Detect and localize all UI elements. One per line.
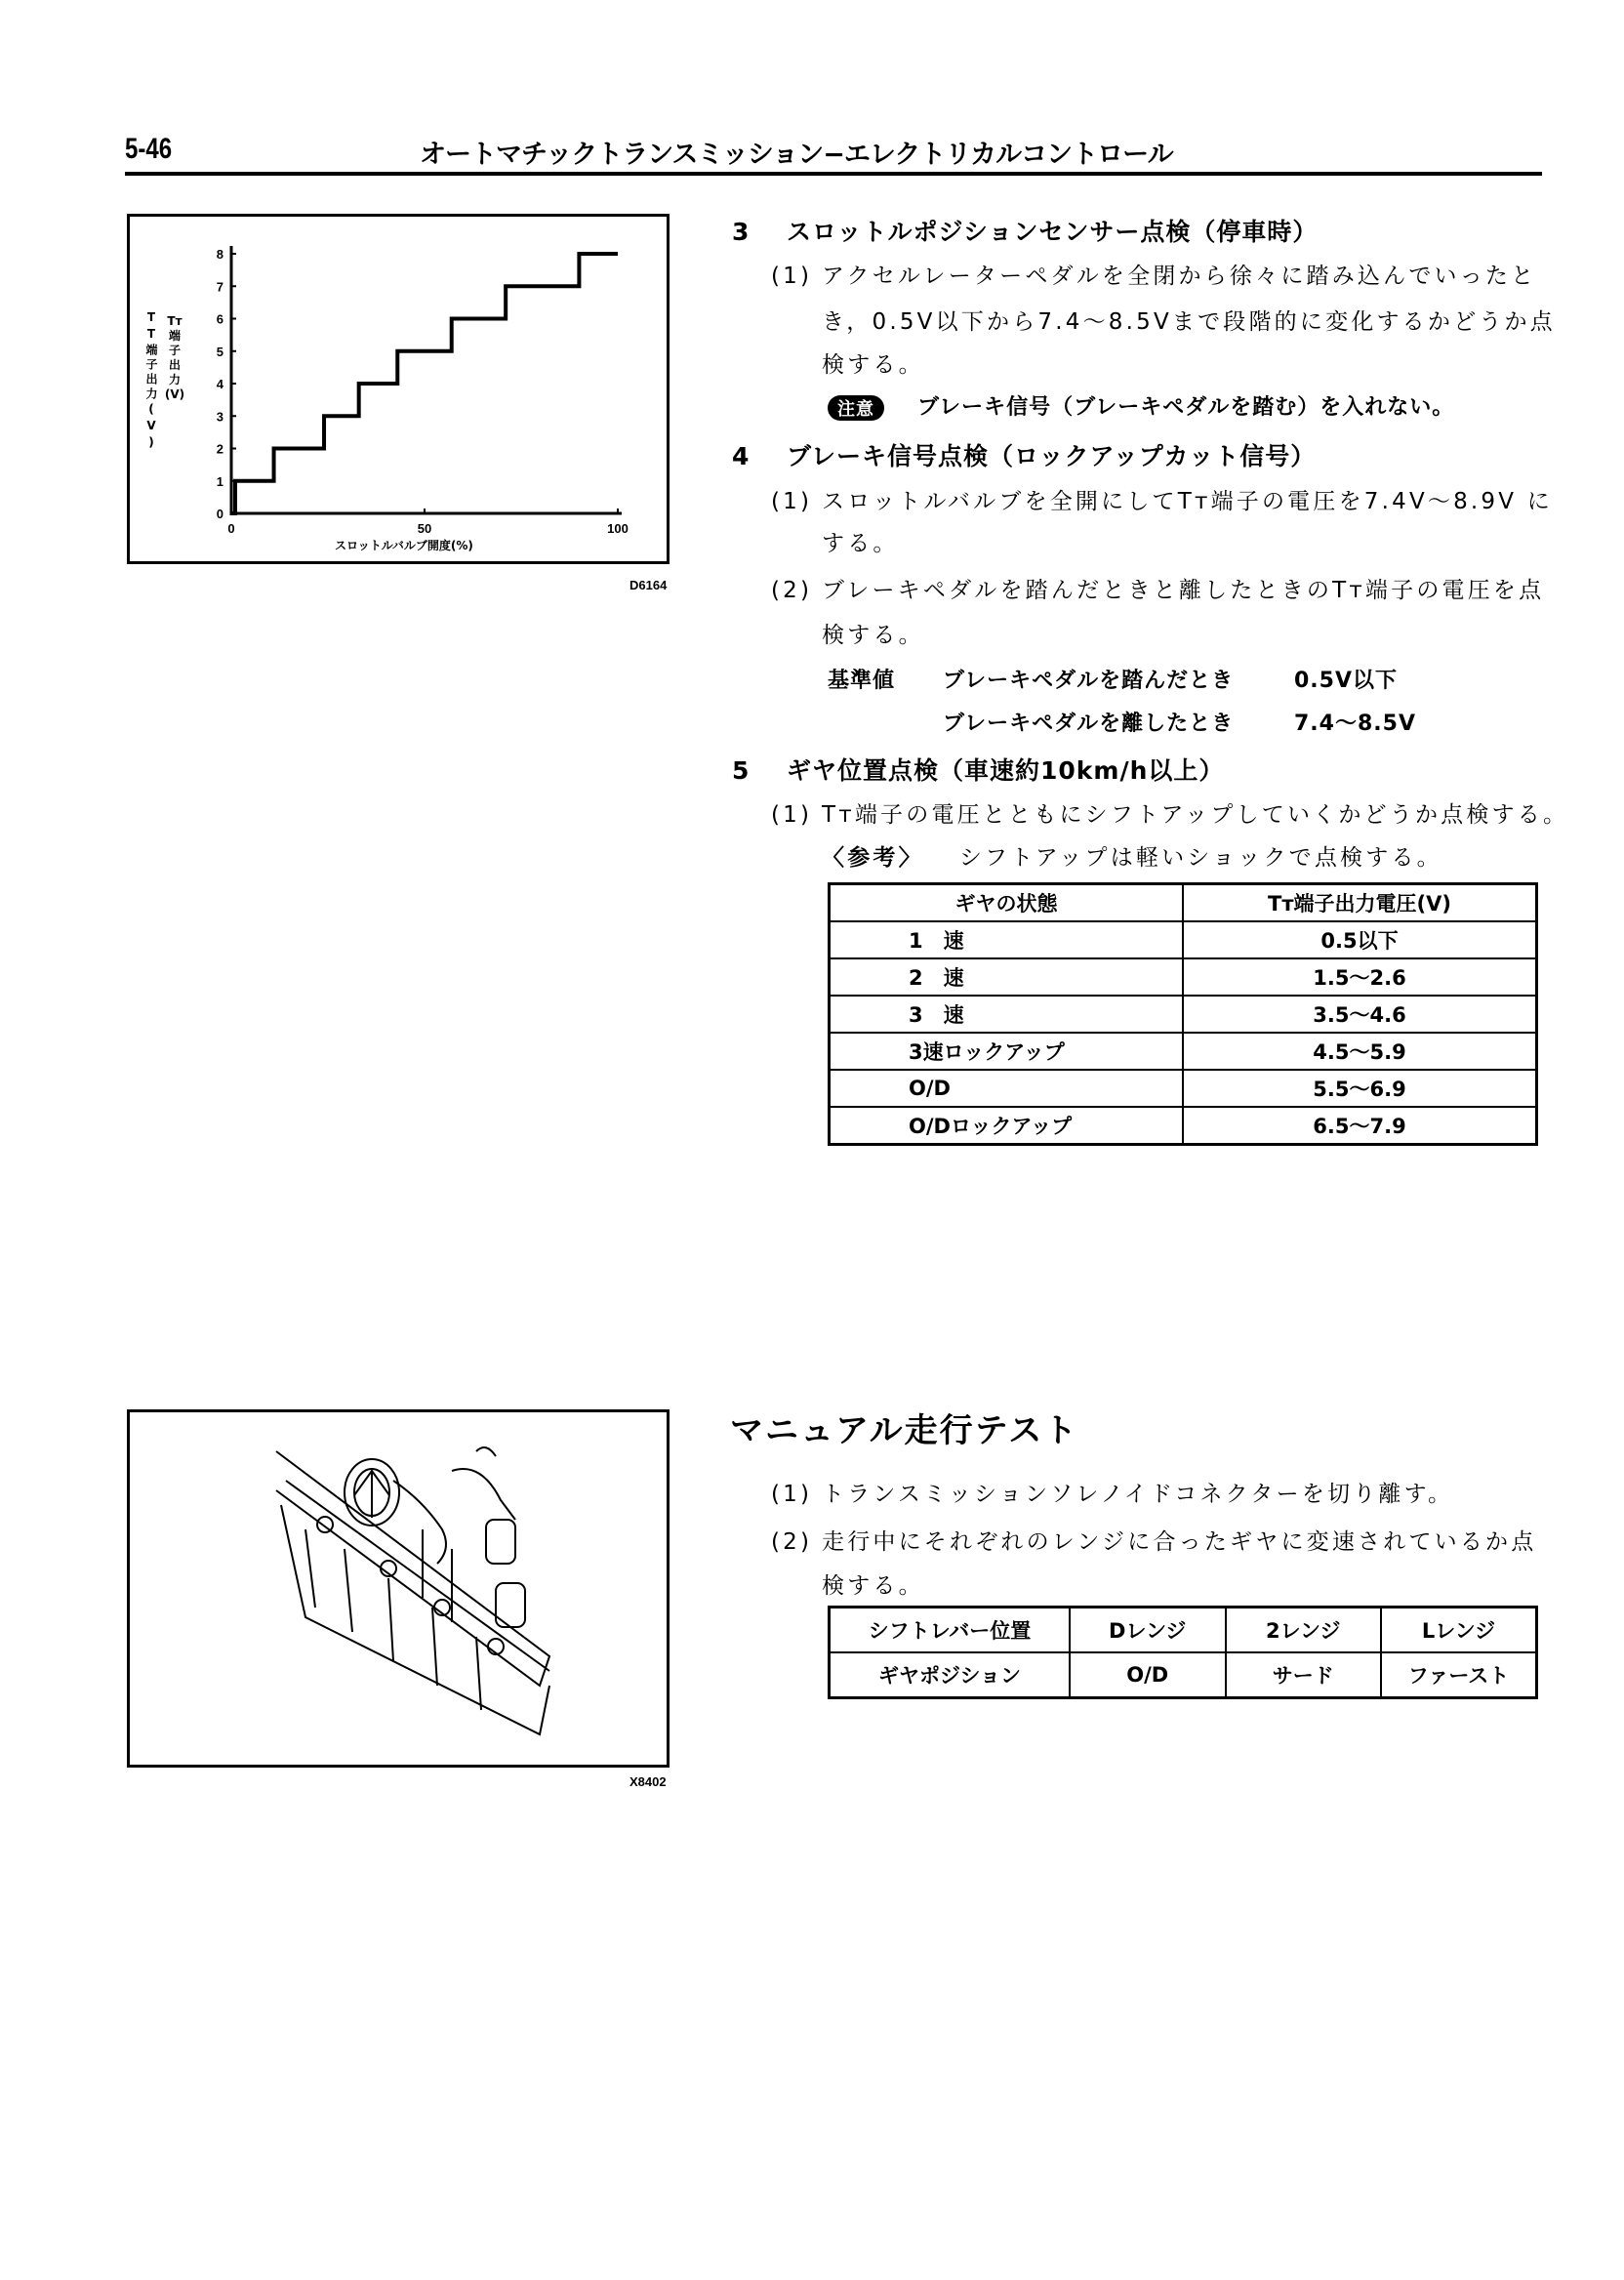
table-row (830, 996, 1537, 1033)
caution-badge: 注意 (828, 395, 884, 421)
table-row (830, 1652, 1537, 1698)
s4-item1-line2: する。 (822, 531, 899, 556)
table-cell: 5.5〜6.9 (1183, 1070, 1537, 1107)
y-label-char: 出 (168, 358, 181, 372)
table-cell: O/D (830, 1070, 1184, 1107)
manual-item2: (2) 走行中にそれぞれのレンジに合ったギヤに変速されているか点 (771, 1529, 1537, 1555)
table-row (830, 1033, 1537, 1070)
figure-id-2: X8402 (629, 1774, 667, 1789)
running-title: オートマチックトランスミッション−エレクトリカルコントロール (420, 140, 1173, 170)
s3-item1-line3: 検する。 (822, 352, 924, 378)
table-cell: 3.5〜4.6 (1183, 996, 1537, 1033)
y-tick-label: 5 (216, 344, 223, 359)
y-label-char: 子 (168, 344, 181, 357)
table-cell: O/D (1070, 1652, 1226, 1698)
x-tick-label: 50 (417, 521, 432, 536)
table-cell: サード (1226, 1652, 1382, 1698)
chart-y-axis-label: TT端子出力(V) (144, 310, 158, 452)
page-number: 5-46 (125, 133, 173, 165)
shift-gear-table (828, 1606, 1538, 1699)
caution-note: 注意 ブレーキ信号（ブレーキペダルを踏む）を入れない。 (828, 390, 1454, 421)
s4-item2-line2: 検する。 (822, 623, 924, 648)
section-3-heading: 3 スロットルポジションセンサー点検（停車時） (732, 218, 1319, 246)
table-row (830, 958, 1537, 996)
table-cell: 1 速 (830, 921, 1184, 958)
y-axis-label-stack (163, 314, 186, 402)
manual-test-heading: マニュアル走行テスト (730, 1411, 1079, 1450)
manual-item1: (1) トランスミッションソレノイドコネクターを切り離す。 (771, 1482, 1454, 1507)
table-cell: Lレンジ (1381, 1608, 1537, 1653)
std-val-2: 7.4〜8.5V (1294, 712, 1416, 736)
table-row (830, 1608, 1537, 1653)
table-cell: 3 速 (830, 996, 1184, 1033)
throttle-chart (130, 217, 667, 561)
y-label-char: (V) (164, 387, 185, 401)
y-label-char: 力 (168, 373, 181, 387)
y-tick-label: 1 (216, 473, 223, 489)
s3-item1: (1) アクセルレーターペダルを全閉から徐々に踏み込んでいったと (771, 264, 1537, 289)
s4-item1: (1) スロットルバルブを全開にしてTт端子の電圧を7.4V〜8.9V に (771, 489, 1553, 514)
std-label: 基準値 (828, 669, 896, 693)
connector-illustration (127, 1409, 670, 1768)
table-cell: ファースト (1381, 1652, 1537, 1698)
table-row (830, 921, 1537, 958)
throttle-chart-figure (127, 214, 670, 564)
table-cell: 4.5〜5.9 (1183, 1033, 1537, 1070)
x-tick-label: 0 (227, 521, 235, 536)
table-cell: 2 速 (830, 958, 1184, 996)
transmission-connector-drawing (130, 1412, 667, 1765)
table-cell: 1.5〜2.6 (1183, 958, 1537, 996)
step-series-line (231, 254, 618, 513)
y-tick-label: 3 (216, 409, 223, 425)
y-tick-label: 7 (216, 279, 223, 295)
std-cond-2: ブレーキペダルを離したとき (943, 712, 1235, 736)
s4-item2: (2) ブレーキペダルを踏んだときと離したときのTт端子の電圧を点 (771, 578, 1545, 603)
std-cond-1: ブレーキペダルを踏んだとき (943, 669, 1235, 693)
y-tick-label: 0 (216, 507, 223, 521)
y-tick-label: 8 (216, 247, 223, 262)
x-tick-label: 100 (607, 521, 629, 536)
section-5-heading: 5 ギヤ位置点検（車速約10km/h以上） (732, 756, 1225, 785)
y-label-char: 端 (168, 329, 181, 343)
table-cell: 2レンジ (1226, 1608, 1382, 1653)
header-rule (125, 172, 1542, 176)
gear-voltage-table (828, 882, 1538, 1146)
table-row (830, 1070, 1537, 1107)
table-cell: ギヤポジション (830, 1652, 1071, 1698)
s5-item1: (1) Tт端子の電圧とともにシフトアップしていくかどうか点検する。 (771, 802, 1569, 828)
y-label-char: Tт (167, 314, 183, 328)
y-tick-label: 6 (216, 311, 223, 327)
table-cell: 0.5以下 (1183, 921, 1537, 958)
section-4-heading: 4 ブレーキ信号点検（ロックアップカット信号） (732, 442, 1317, 470)
std-val-1: 0.5V以下 (1294, 669, 1398, 693)
s3-item1-line2: き，0.5V以下から7.4〜8.5Vまで段階的に変化するかどうか点 (822, 309, 1556, 335)
y-tick-label: 2 (216, 441, 223, 457)
figure-id: D6164 (629, 578, 668, 592)
manual-item2-line2: 検する。 (822, 1573, 924, 1599)
table-row (830, 1107, 1537, 1145)
table-cell: O/Dロックアップ (830, 1107, 1184, 1145)
table-cell: シフトレバー位置 (830, 1608, 1071, 1653)
table-header-row: ギヤの状態 Tт端子出力電圧(V) (830, 884, 1537, 922)
s5-reference: 〈参考〉 シフトアップは軽いショックで点検する。 (822, 845, 1442, 871)
table-cell: 3速ロックアップ (830, 1033, 1184, 1070)
y-tick-label: 4 (216, 377, 223, 391)
table-cell: Dレンジ (1070, 1608, 1226, 1653)
x-axis-label: スロットルバルブ開度(%) (335, 539, 473, 552)
table-cell: 6.5〜7.9 (1183, 1107, 1537, 1145)
